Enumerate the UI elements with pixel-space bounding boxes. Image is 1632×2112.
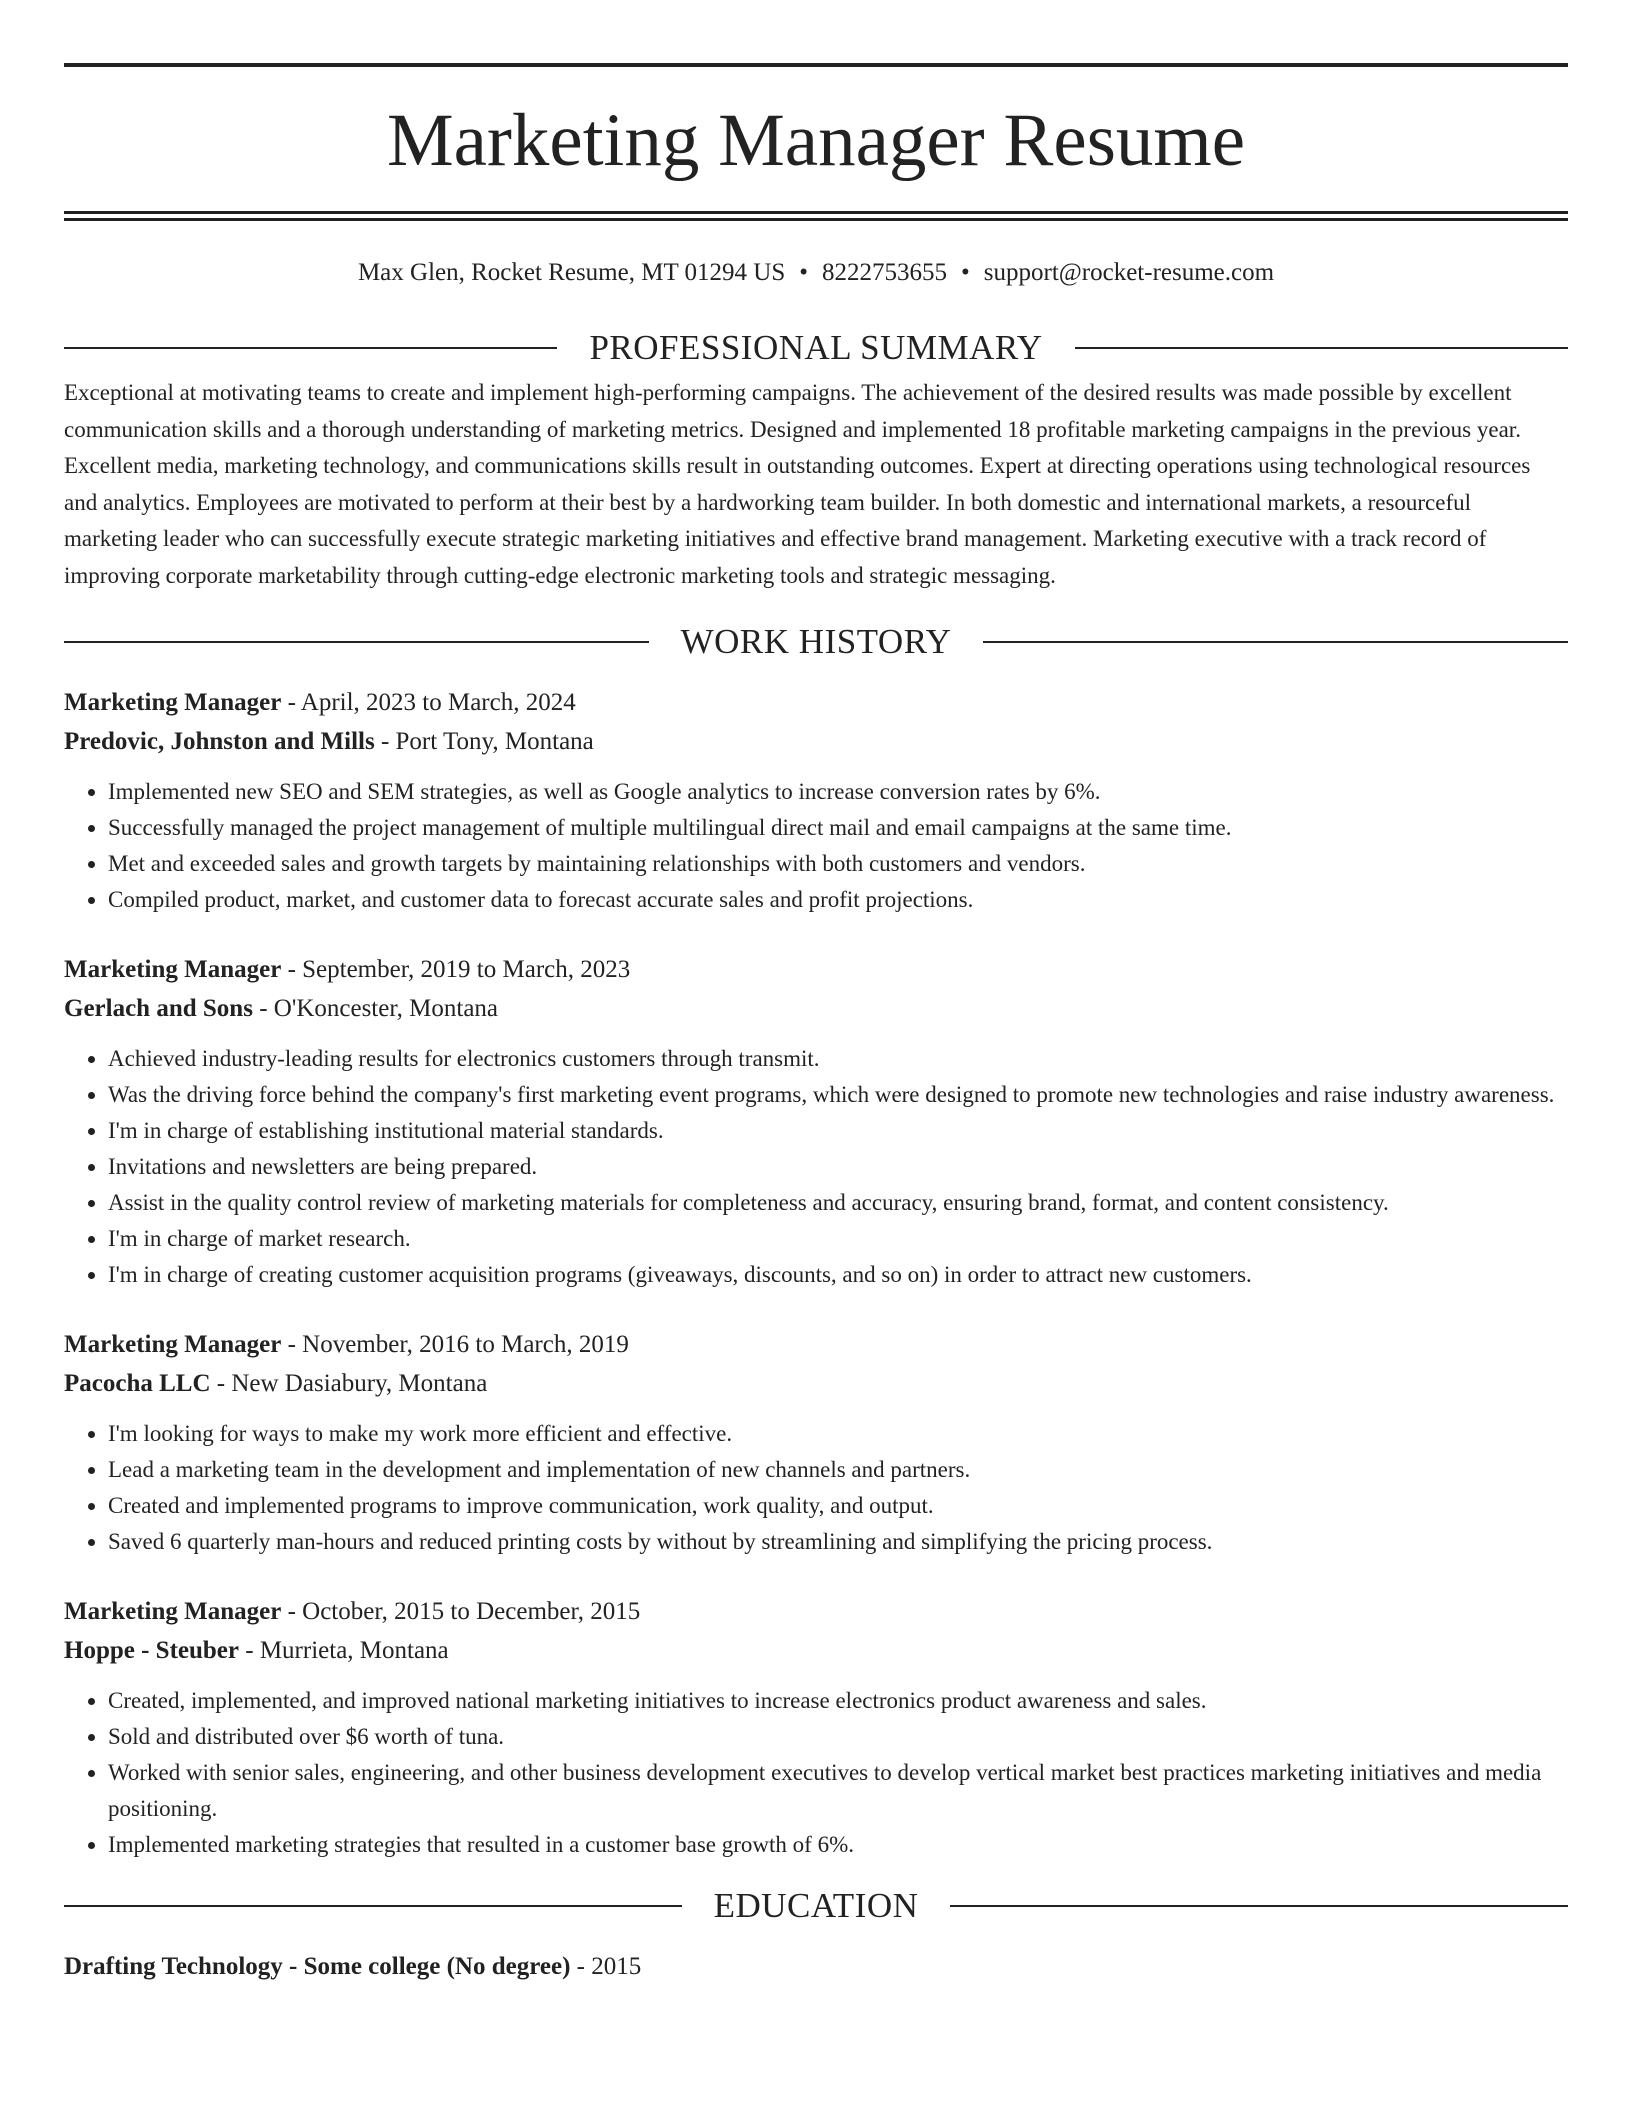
job-title-line bbox=[64, 1325, 1568, 1364]
job-entry bbox=[64, 683, 1568, 918]
job-bullet-item: • Worked with senior sales, engineering, and other business development executives to develop vertical market best practices marketing initiatives and media positioning. bbox=[108, 1755, 1568, 1827]
section-title-summary: PROFESSIONAL SUMMARY bbox=[589, 328, 1043, 367]
top-divider bbox=[64, 63, 1568, 67]
education-degree: Drafting Technology - Some college (No degree) bbox=[64, 1953, 571, 1980]
summary-text: Exceptional at motivating teams to create and implement high-performing campaigns. The achievement of the desired results was made possible by excellent communication skills and a thorough understanding of marketing metrics. Designed and implemented 18 profitable marketing campaigns in the previous year. Excellent media, marketing technology, and communications skills result in outstanding outcomes. Expert at directing operations using technological resources and analytics. Employees are motivated to perform at their best by a hardworking team builder. In both domestic and international markets, a resourceful marketing leader who can successfully execute strategic marketing initiatives and effective brand management. Marketing executive with a track record of improving corporate marketability through cutting-edge electronic marketing tools and strategic messaging. bbox=[64, 380, 1531, 588]
job-entry bbox=[64, 1325, 1568, 1560]
contact-address: Max Glen, Rocket Resume, MT 01294 US bbox=[357, 259, 786, 286]
job-bullet-item: • I'm in charge of establishing institutional material standards. bbox=[108, 1113, 1568, 1149]
job-location: - O'Koncester, Montana bbox=[252, 995, 499, 1022]
section-rule-left bbox=[64, 641, 649, 643]
job-location: - Murrieta, Montana bbox=[239, 1637, 449, 1664]
job-bullet-item: • Achieved industry-leading results for electronics customers through transmit. bbox=[108, 1041, 1568, 1077]
contact-phone: 8222753655 bbox=[822, 259, 947, 286]
job-bullet-item: • Saved 6 quarterly man-hours and reduced printing costs by without by streamlining and simplifying the pricing process. bbox=[108, 1524, 1568, 1560]
section-rule-left bbox=[64, 347, 557, 349]
section-header-education bbox=[64, 1886, 1568, 1926]
job-title: Marketing Manager bbox=[64, 1331, 282, 1358]
job-bullet-item: • Sold and distributed over $6 worth of tuna. bbox=[108, 1719, 1568, 1755]
job-bullet-item: • Lead a marketing team in the development and implementation of new channels and partners. bbox=[108, 1452, 1568, 1488]
section-title-education: EDUCATION bbox=[713, 1886, 919, 1925]
job-company: Hoppe - Steuber bbox=[64, 1637, 239, 1664]
job-dates: - November, 2016 to March, 2019 bbox=[281, 1331, 629, 1358]
job-bullets bbox=[64, 1416, 1568, 1560]
section-rule-right bbox=[950, 1905, 1568, 1907]
resume-title: Marketing Manager Resume bbox=[386, 99, 1246, 182]
job-dates: - October, 2015 to December, 2015 bbox=[281, 1598, 641, 1625]
job-bullets bbox=[64, 1041, 1568, 1293]
section-header-work bbox=[64, 622, 1568, 662]
job-dates: - April, 2023 to March, 2024 bbox=[281, 689, 576, 716]
job-company: Gerlach and Sons bbox=[64, 995, 253, 1022]
section-rule-left bbox=[64, 1905, 682, 1907]
job-entry bbox=[64, 1592, 1568, 1863]
job-bullet-item: • I'm looking for ways to make my work more efficient and effective. bbox=[108, 1416, 1568, 1452]
job-title: Marketing Manager bbox=[64, 689, 282, 716]
job-bullet-item: • Compiled product, market, and customer data to forecast accurate sales and profit projections. bbox=[108, 882, 1568, 918]
job-title-line bbox=[64, 950, 1568, 989]
job-title: Marketing Manager bbox=[64, 1598, 282, 1625]
title-double-divider bbox=[64, 211, 1568, 221]
section-rule-right bbox=[1075, 347, 1568, 349]
section-header-summary bbox=[64, 328, 1568, 368]
contact-email[interactable]: support@rocket-resume.com bbox=[983, 259, 1275, 286]
education-list bbox=[64, 1947, 1568, 1986]
job-dates: - September, 2019 to March, 2023 bbox=[281, 956, 631, 983]
resume-page bbox=[64, 0, 1568, 1986]
education-year: - 2015 bbox=[570, 1953, 642, 1980]
job-company-line bbox=[64, 722, 1568, 761]
job-company: Pacocha LLC bbox=[64, 1370, 211, 1397]
work-history-list bbox=[64, 683, 1568, 1863]
job-entry bbox=[64, 950, 1568, 1293]
contact-line bbox=[64, 258, 1568, 288]
job-title-line bbox=[64, 1592, 1568, 1631]
section-title-work: WORK HISTORY bbox=[680, 622, 952, 661]
job-title-line bbox=[64, 683, 1568, 722]
job-company-line bbox=[64, 1631, 1568, 1670]
job-bullet-item: • Was the driving force behind the company's first marketing event programs, which were designed to promote new technologies and raise industry awareness. bbox=[108, 1077, 1568, 1113]
job-bullets bbox=[64, 774, 1568, 918]
job-company-line bbox=[64, 1364, 1568, 1403]
job-location: - New Dasiabury, Montana bbox=[210, 1370, 488, 1397]
job-bullets bbox=[64, 1683, 1568, 1863]
job-bullet-item: • Successfully managed the project management of multiple multilingual direct mail and email campaigns at the same time. bbox=[108, 810, 1568, 846]
job-company-line bbox=[64, 989, 1568, 1028]
job-bullet-item: • Created, implemented, and improved national marketing initiatives to increase electronics product awareness and sales. bbox=[108, 1683, 1568, 1719]
job-bullet-item: • Assist in the quality control review of marketing materials for completeness and accuracy, ensuring brand, format, and content consistency. bbox=[108, 1185, 1568, 1221]
job-company: Predovic, Johnston and Mills bbox=[64, 728, 375, 755]
education-entry bbox=[64, 1947, 1568, 1986]
job-bullet-item: • Created and implemented programs to improve communication, work quality, and output. bbox=[108, 1488, 1568, 1524]
job-bullet-item: • I'm in charge of creating customer acquisition programs (giveaways, discounts, and so on) in order to attract new customers. bbox=[108, 1257, 1568, 1293]
job-location: - Port Tony, Montana bbox=[374, 728, 594, 755]
job-bullet-item: • Invitations and newsletters are being prepared. bbox=[108, 1149, 1568, 1185]
section-rule-right bbox=[983, 641, 1568, 643]
job-bullet-item: • Implemented marketing strategies that resulted in a customer base growth of 6%. bbox=[108, 1827, 1568, 1863]
contact-separator: • bbox=[799, 259, 808, 286]
job-bullet-item: • I'm in charge of market research. bbox=[108, 1221, 1568, 1257]
job-title: Marketing Manager bbox=[64, 956, 282, 983]
job-bullet-item: • Met and exceeded sales and growth targets by maintaining relationships with both customers and vendors. bbox=[108, 846, 1568, 882]
contact-separator: • bbox=[961, 259, 970, 286]
job-bullet-item: • Implemented new SEO and SEM strategies, as well as Google analytics to increase conversion rates by 6%. bbox=[108, 774, 1568, 810]
